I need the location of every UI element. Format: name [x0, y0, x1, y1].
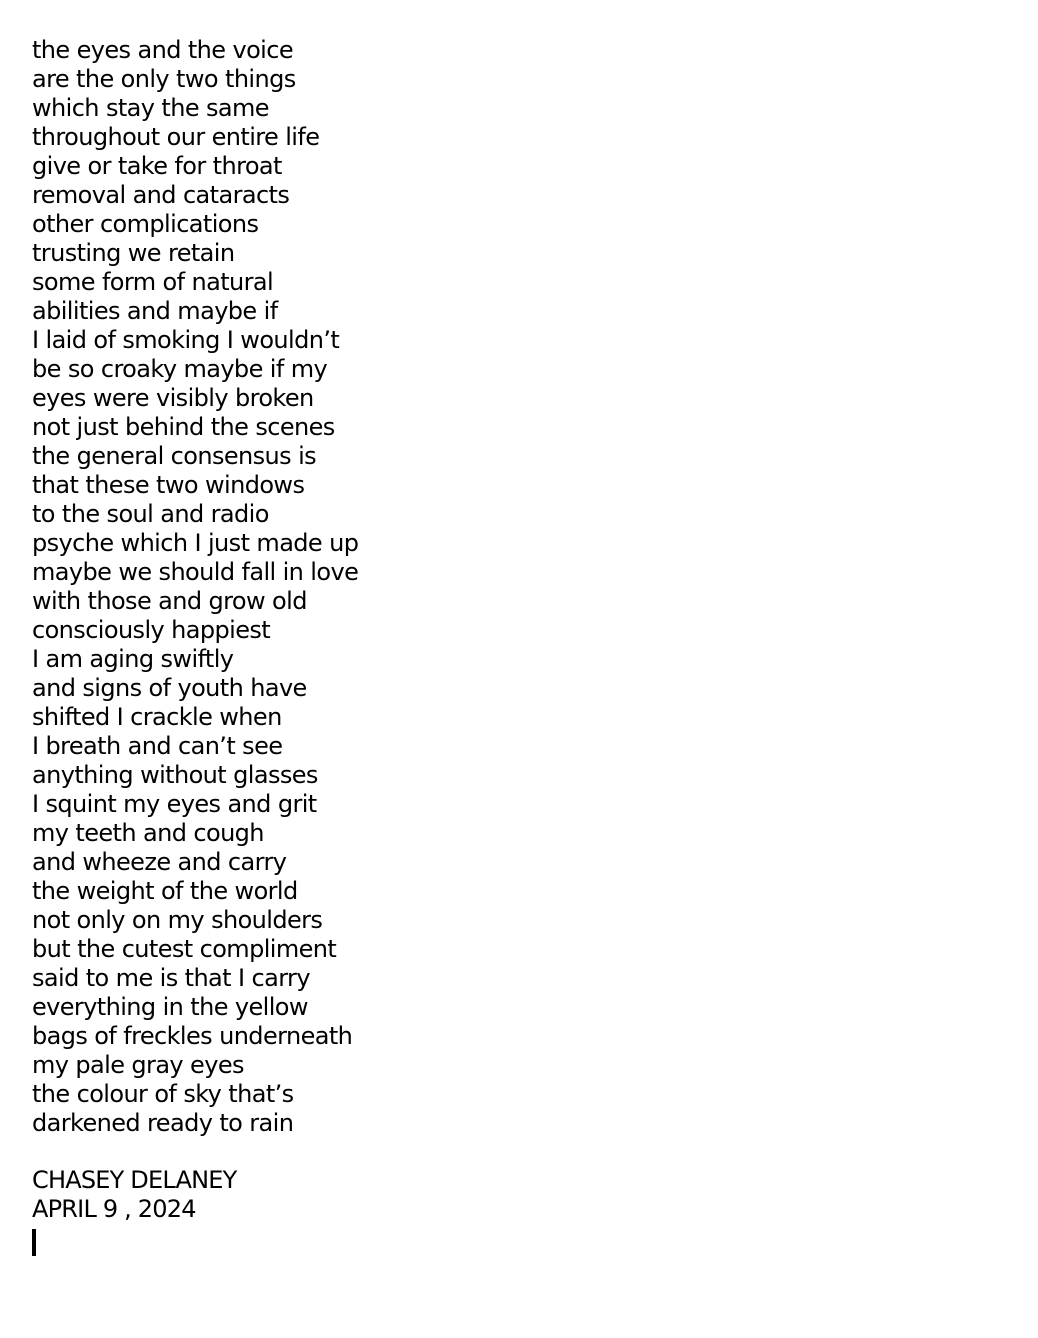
- poem-line: I laid of smoking I wouldn’t: [32, 326, 340, 354]
- poem-line: the colour of sky that’s: [32, 1080, 294, 1108]
- poem-line: maybe we should fall in love: [32, 558, 359, 586]
- poem-line: the weight of the world: [32, 877, 298, 905]
- poem-line: but the cutest compliment: [32, 935, 337, 963]
- poem-line: trusting we retain: [32, 239, 235, 267]
- poem-line: the general consensus is: [32, 442, 317, 470]
- text-cursor[interactable]: [32, 1229, 36, 1256]
- poem-line: anything without glasses: [32, 761, 318, 789]
- poem-line: throughout our entire life: [32, 123, 320, 151]
- poem-line: and signs of youth have: [32, 674, 307, 702]
- poem-line: not just behind the scenes: [32, 413, 335, 441]
- signature-block: [32, 1166, 236, 1224]
- poem-line: shifted I crackle when: [32, 703, 282, 731]
- poem-line: I breath and can’t see: [32, 732, 283, 760]
- poem-line: and wheeze and carry: [32, 848, 287, 876]
- poem-line: eyes were visibly broken: [32, 384, 314, 412]
- poem-line: darkened ready to rain: [32, 1109, 294, 1137]
- poem-line: some form of natural: [32, 268, 274, 296]
- poem-line: everything in the yellow: [32, 993, 308, 1021]
- poem-line: with those and grow old: [32, 587, 307, 615]
- poem-line: removal and cataracts: [32, 181, 290, 209]
- poem-line: said to me is that I carry: [32, 964, 310, 992]
- poem-date: APRIL 9 , 2024: [32, 1195, 196, 1223]
- poem-line: give or take for throat: [32, 152, 282, 180]
- poem-line: my pale gray eyes: [32, 1051, 244, 1079]
- poem-line: psyche which I just made up: [32, 529, 359, 557]
- poem-line: not only on my shoulders: [32, 906, 323, 934]
- poem-line: I am aging swiftly: [32, 645, 234, 673]
- poem-line: which stay the same: [32, 94, 269, 122]
- poem-line: consciously happiest: [32, 616, 271, 644]
- poem-line: bags of freckles underneath: [32, 1022, 353, 1050]
- poem-line: that these two windows: [32, 471, 305, 499]
- poem-line: be so croaky maybe if my: [32, 355, 328, 383]
- poem-body: [32, 36, 732, 1138]
- poem-line: other complications: [32, 210, 259, 238]
- poem-line: the eyes and the voice: [32, 36, 293, 64]
- poem-line: my teeth and cough: [32, 819, 264, 847]
- author-name: CHASEY DELANEY: [32, 1166, 237, 1194]
- poem-line: I squint my eyes and grit: [32, 790, 317, 818]
- poem-line: are the only two things: [32, 65, 296, 93]
- poem-line: abilities and maybe if: [32, 297, 278, 325]
- poem-line: to the soul and radio: [32, 500, 269, 528]
